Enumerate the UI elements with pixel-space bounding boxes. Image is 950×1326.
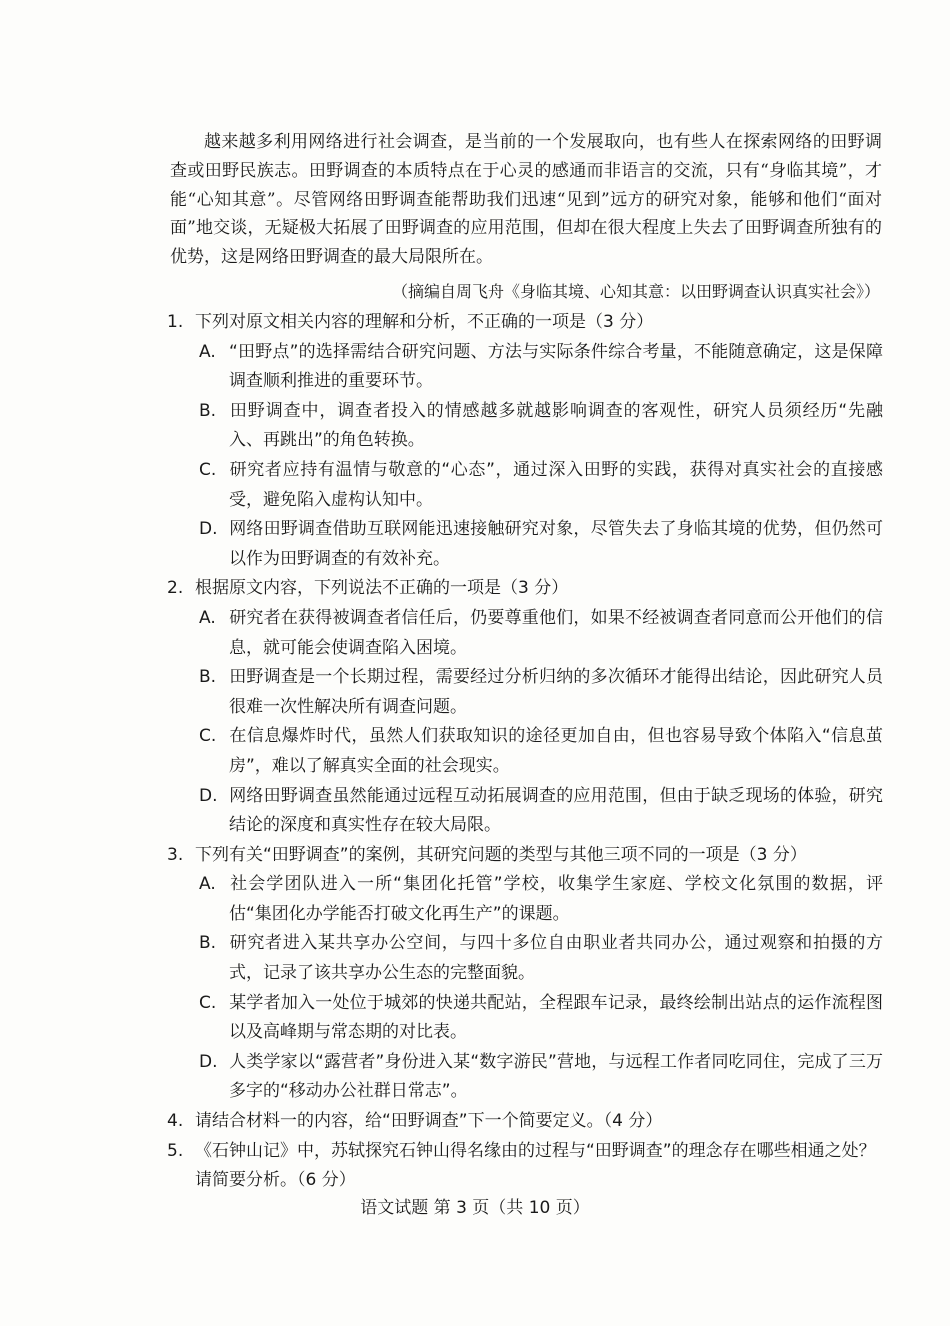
question-stem: 请结合材料一的内容，给“田野调查”下一个简要定义。（4 分） xyxy=(195,1111,663,1132)
option-text: “田野点”的选择需结合研究问题、方法与实际条件综合考量，不能随意确定，这是保障调查顺利推进的重要环节。 xyxy=(229,341,883,392)
option-b xyxy=(167,929,883,988)
option-a xyxy=(167,870,883,929)
option-letter: C. xyxy=(199,992,217,1013)
question-number: 2. xyxy=(167,578,184,599)
passage-source: （摘编自周飞舟《身临其境、心知其意：以田野调查认识真实社会》） xyxy=(391,282,880,301)
option-d xyxy=(167,515,883,574)
option-letter: B. xyxy=(199,933,217,954)
question-stem: 《石钟山记》中，苏轼探究石钟山得名缘由的过程与“田野调查”的理念存在哪些相通之处？请简要分析。（6 分） xyxy=(195,1140,876,1191)
option-letter: C. xyxy=(199,726,217,747)
reading-passage xyxy=(170,128,882,272)
option-letter: A. xyxy=(199,341,216,362)
option-b xyxy=(167,663,883,722)
option-letter: B. xyxy=(199,400,217,421)
option-text: 某学者加入一处位于城郊的快递共配站，全程跟车记录，最终绘制出站点的运作流程图以及高峰期与常态期的对比表。 xyxy=(229,992,883,1043)
question-1 xyxy=(167,308,883,574)
question-4 xyxy=(167,1107,883,1137)
question-number: 3. xyxy=(167,844,184,865)
option-letter: B. xyxy=(199,667,217,688)
page-footer: 语文试题 第 3 页（共 10 页） xyxy=(360,1198,590,1218)
option-text: 网络田野调查虽然能通过远程互动拓展调查的应用范围，但由于缺乏现场的体验，研究结论的深度和真实性存在较大局限。 xyxy=(229,785,883,836)
question-stem: 下列对原文相关内容的理解和分析，不正确的一项是（3 分） xyxy=(195,312,654,332)
option-text: 在信息爆炸时代，虽然人们获取知识的途径更加自由，但也容易导致个体陷入“信息茧房”，难以了解真实全面的社会现实。 xyxy=(229,726,883,776)
option-text: 田野调查是一个长期过程，需要经过分析归纳的多次循环才能得出结论，因此研究人员很难一次性解决所有调查问题。 xyxy=(229,667,883,717)
option-letter: D. xyxy=(199,1051,218,1072)
passage-paragraph: 越来越多利用网络进行社会调查，是当前的一个发展取向，也有些人在探索网络的田野调查或田野民族志。田野调查的本质特点在于心灵的感通而非语言的交流，只有“身临其境”，才能“心知其意”。尽管网络田野调查能帮助我们迅速“见到”远方的研究对象，能够和他们“面对面”地交谈，无疑极大拓展了田野调查的应用范围，但却在很大程度上失去了田野调查所独有的优势，这是网络田野调查的最大局限所在。 xyxy=(170,132,882,268)
option-letter: C. xyxy=(199,459,217,480)
option-c xyxy=(167,722,883,781)
option-text: 人类学家以“露营者”身份进入某“数字游民”营地，与远程工作者同吃同住，完成了三万多字的“移动办公社群日常志”。 xyxy=(229,1051,883,1102)
option-b xyxy=(167,397,883,456)
option-c xyxy=(167,456,883,515)
question-number: 1. xyxy=(167,312,184,332)
option-letter: A. xyxy=(199,607,216,628)
option-text: 田野调查中，调查者投入的情感越多就越影响调查的客观性，研究人员须经历“先融入、再跳出”的角色转换。 xyxy=(229,400,883,451)
option-letter: D. xyxy=(199,785,218,806)
option-text: 社会学团队进入一所“集团化托管”学校，收集学生家庭、学校文化氛围的数据，评估“集团化办学能否打破文化再生产”的课题。 xyxy=(229,874,883,924)
option-c xyxy=(167,989,883,1048)
question-number: 4. xyxy=(167,1111,184,1132)
option-d xyxy=(167,1048,883,1107)
question-5 xyxy=(167,1137,883,1196)
option-letter: A. xyxy=(199,874,216,895)
question-list xyxy=(167,308,883,1196)
question-3 xyxy=(167,841,883,1107)
option-text: 研究者应持有温情与敬意的“心态”，通过深入田野的实践，获得对真实社会的直接感受，避免陷入虚构认知中。 xyxy=(229,459,883,510)
question-stem: 下列有关“田野调查”的案例，其研究问题的类型与其他三项不同的一项是（3 分） xyxy=(195,844,807,865)
question-stem: 根据原文内容，下列说法不正确的一项是（3 分） xyxy=(195,578,569,599)
option-a xyxy=(167,338,883,397)
option-text: 研究者进入某共享办公空间，与四十多位自由职业者共同办公，通过观察和拍摄的方式，记录了该共享办公生态的完整面貌。 xyxy=(229,933,883,984)
option-d xyxy=(167,782,883,841)
option-text: 研究者在获得被调查者信任后，仍要尊重他们，如果不经被调查者同意而公开他们的信息，就可能会使调查陷入困境。 xyxy=(229,607,883,658)
question-2 xyxy=(167,574,883,840)
option-a xyxy=(167,604,883,663)
option-letter: D. xyxy=(199,519,218,540)
question-number: 5. xyxy=(167,1140,184,1161)
option-text: 网络田野调查借助互联网能迅速接触研究对象，尽管失去了身临其境的优势，但仍然可以作为田野调查的有效补充。 xyxy=(229,519,883,569)
